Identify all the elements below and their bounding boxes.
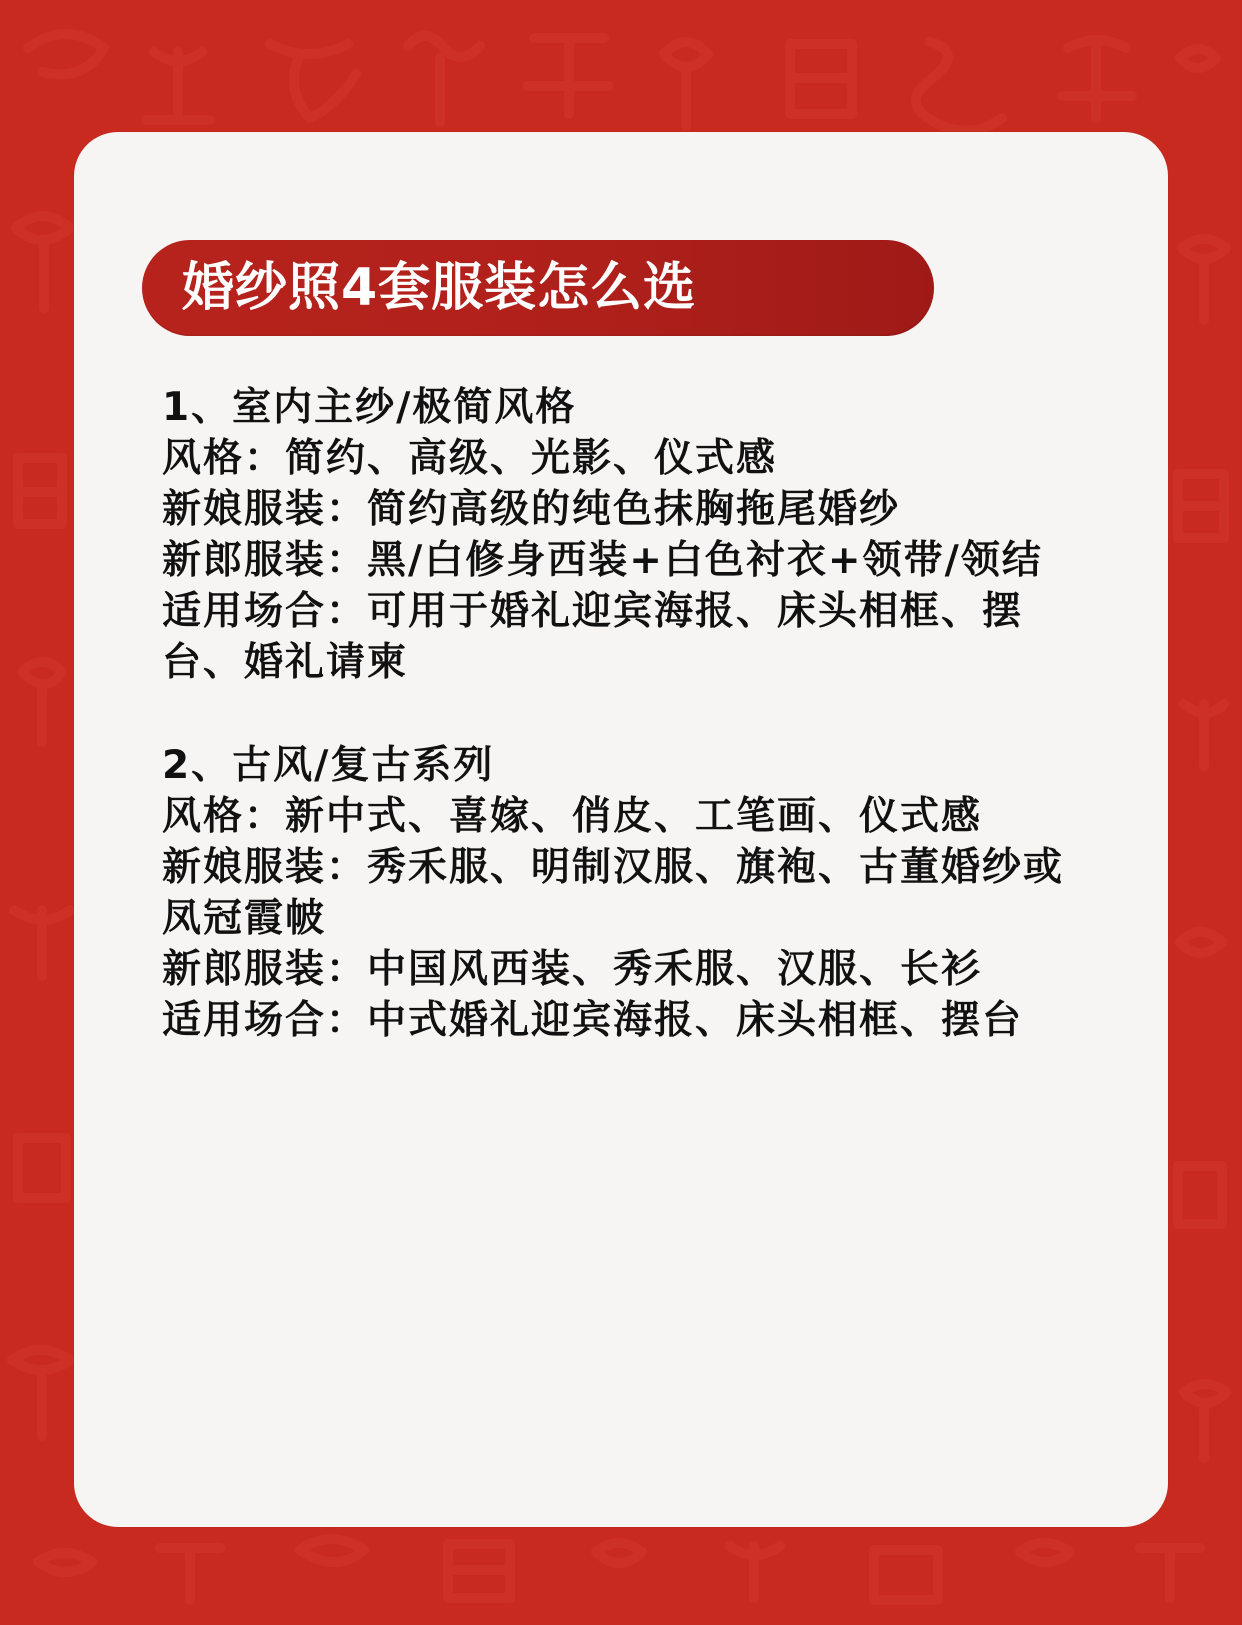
section-heading: 2、古风/复古系列 bbox=[162, 743, 495, 788]
occasion-line: 适用场合：可用于婚礼迎宾海报、床头相框、摆台、婚礼请柬 bbox=[162, 589, 1024, 685]
content-card bbox=[74, 132, 1168, 1527]
groom-outfit-line: 新郎服装：中国风西装、秀禾服、汉服、长衫 bbox=[162, 947, 983, 992]
content-body bbox=[162, 382, 1092, 1046]
style-line: 风格：简约、高级、光影、仪式感 bbox=[162, 436, 778, 481]
section-heading: 1、室内主纱/极简风格 bbox=[162, 385, 577, 430]
style-line: 风格：新中式、喜嫁、俏皮、工笔画、仪式感 bbox=[162, 794, 983, 839]
section-indoor-minimal bbox=[162, 382, 1092, 688]
bride-outfit-line: 新娘服装：秀禾服、明制汉服、旗袍、古董婚纱或凤冠霞帔 bbox=[162, 845, 1065, 941]
section-vintage-series bbox=[162, 740, 1092, 1046]
occasion-line: 适用场合：中式婚礼迎宾海报、床头相框、摆台 bbox=[162, 998, 1024, 1043]
bride-outfit-line: 新娘服装：简约高级的纯色抹胸拖尾婚纱 bbox=[162, 487, 901, 532]
page-title: 婚纱照4套服装怎么选 bbox=[182, 258, 697, 318]
title-banner bbox=[142, 240, 934, 336]
groom-outfit-line: 新郎服装：黑/白修身西装+白色衬衣+领带/领结 bbox=[162, 538, 1043, 583]
